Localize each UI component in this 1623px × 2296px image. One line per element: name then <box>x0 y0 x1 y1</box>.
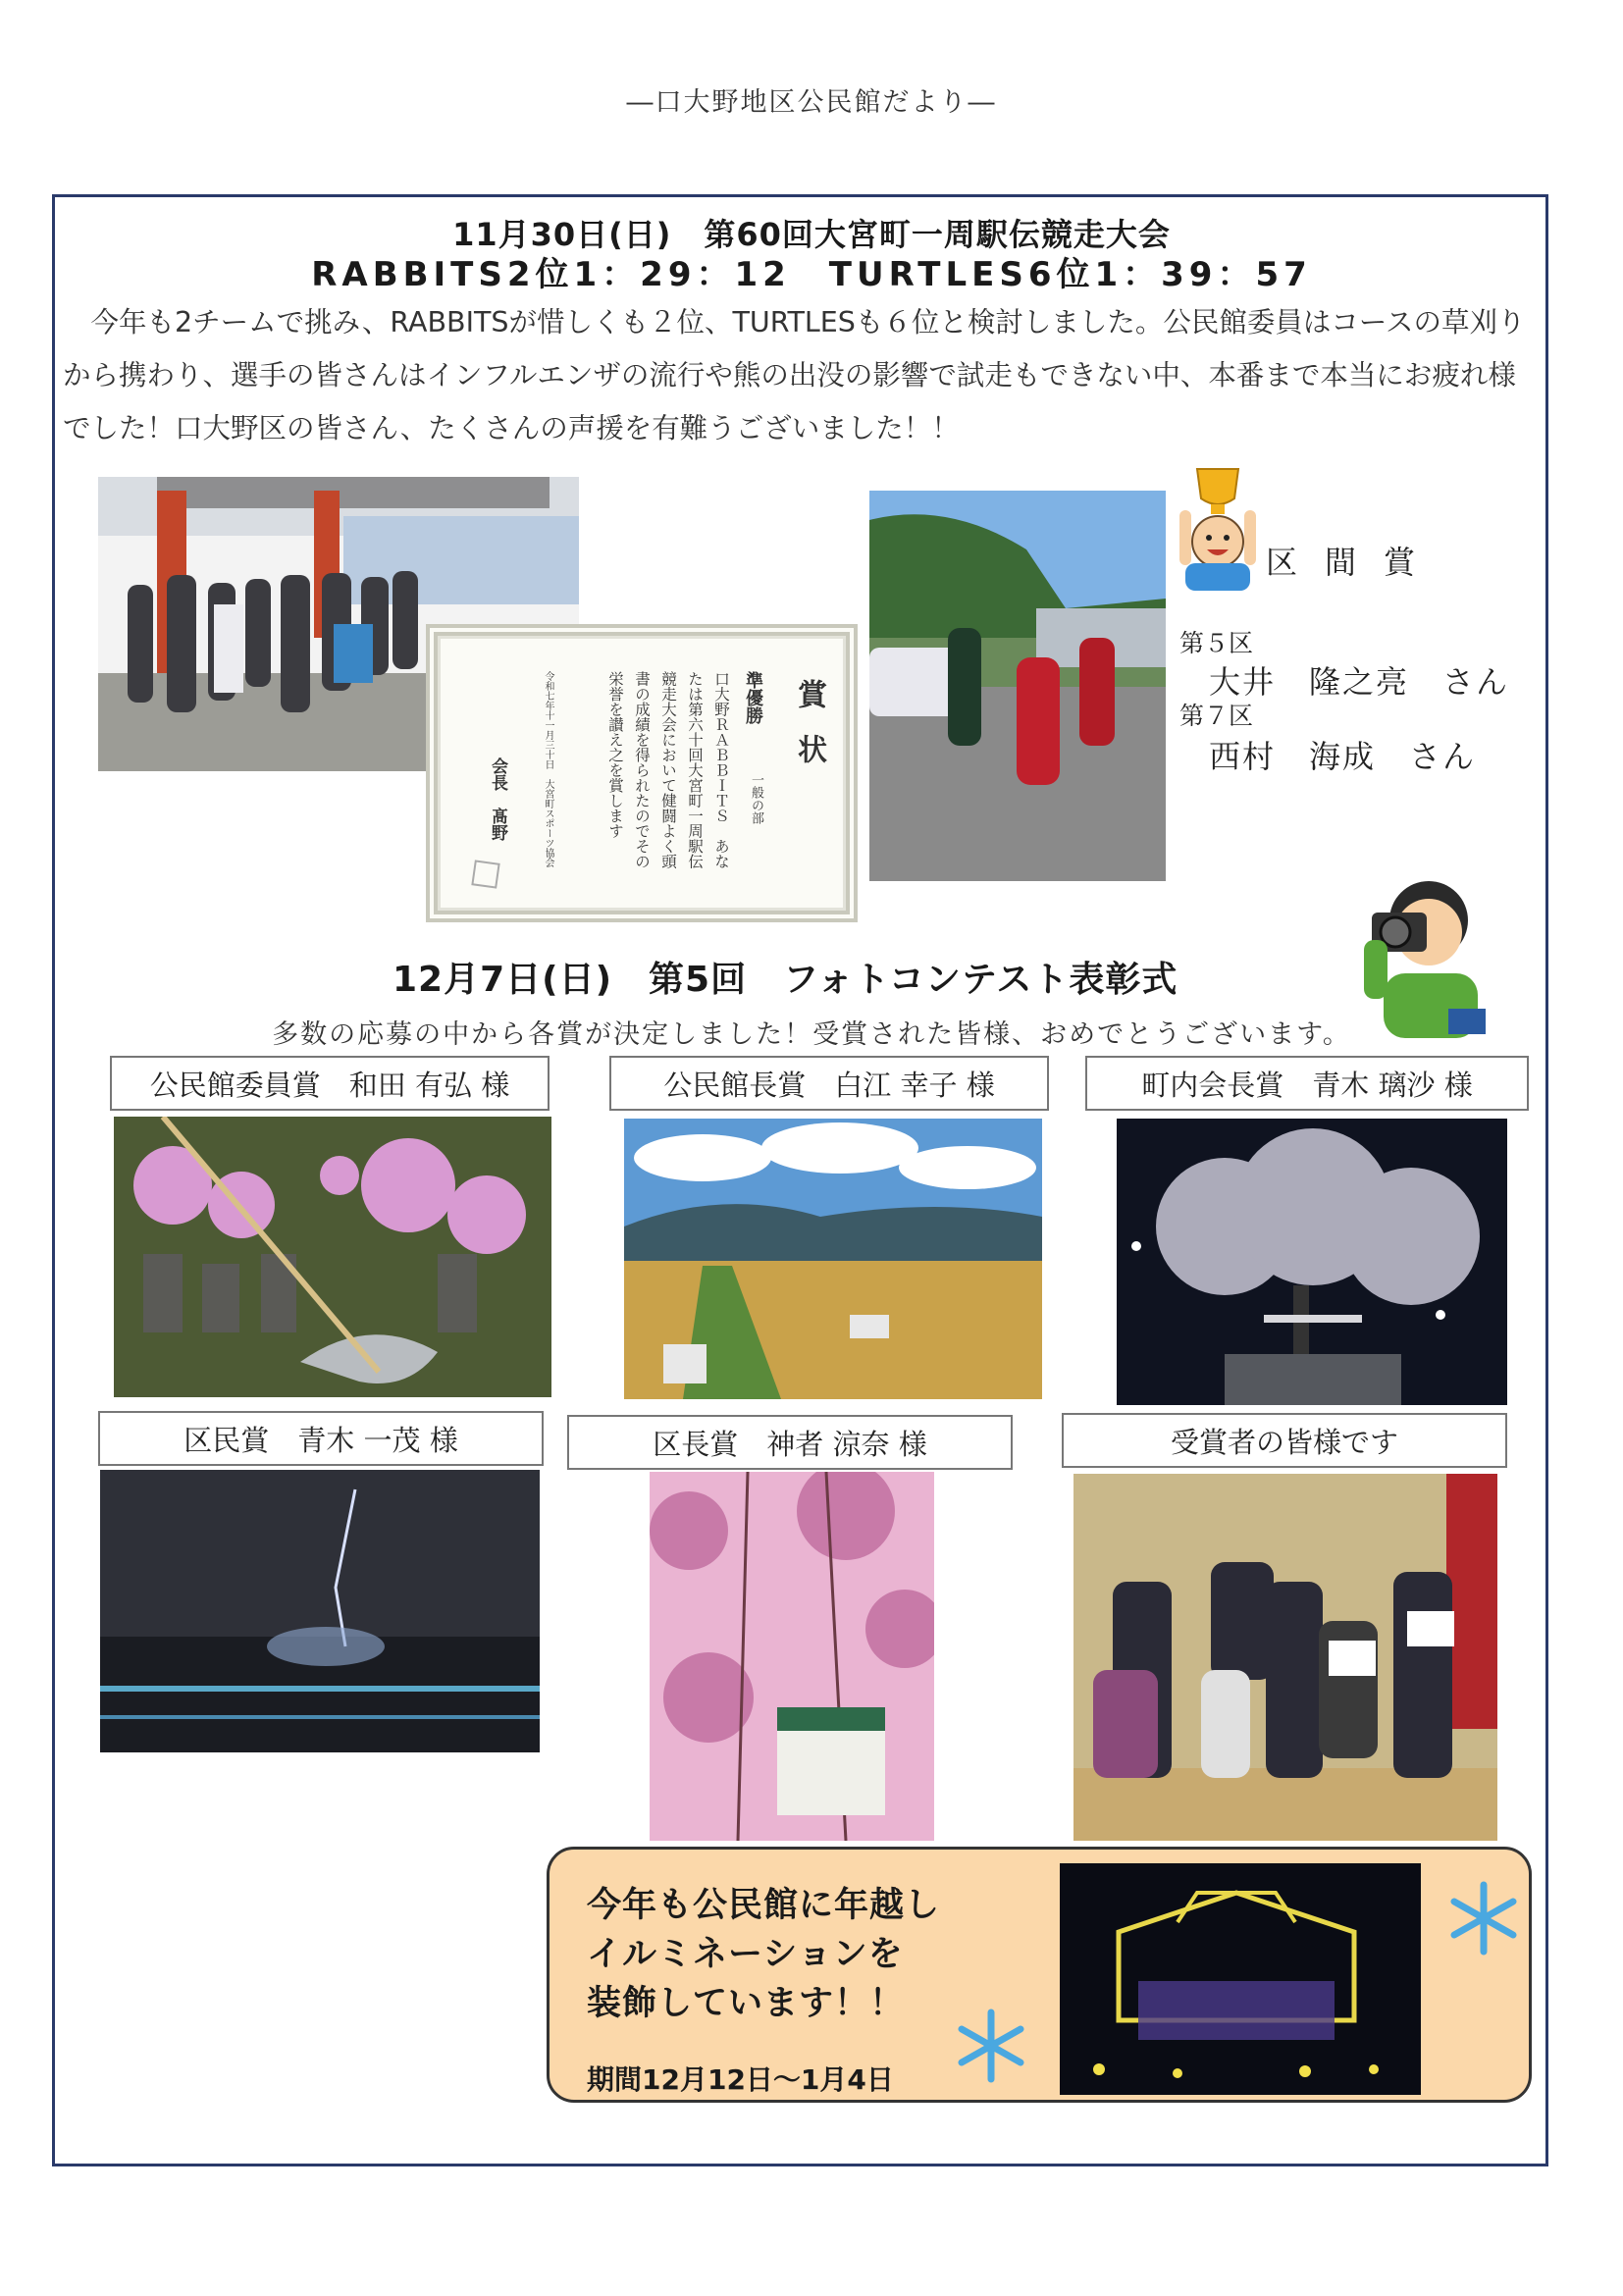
certificate-rank: 準優勝 <box>743 671 763 724</box>
lightning-photo <box>100 1470 540 1752</box>
weeping-sakura-photo <box>650 1472 934 1841</box>
ekiden-results: RABBITS2位1：29：12 TURTLES6位1：39：57 <box>311 255 1312 294</box>
section-award-ku: 第７区 <box>1179 702 1254 730</box>
illumination-line: 今年も公民館に年越し <box>587 1886 941 1925</box>
award-caption: 公民館委員賞 和田 有弘 様 <box>110 1056 550 1111</box>
snowflake-icon <box>952 2007 1030 2085</box>
ekiden-paragraph: 今年も2チームで挑み、RABBITSが惜しくも２位、TURTLESも６位と検討しました。公民館委員はコースの草刈りから携わり、選手の皆さんはインフルエンザの流行や熊の出没の影響で試走もできない中、本番まで本当にお疲れ様でした！口大野区の皆さん、たくさんの声援を有難うございました！！ <box>63 306 1526 444</box>
section-award-name: 大井 隆之亮 さん <box>1209 663 1510 701</box>
award-caption: 公民館長賞 白江 幸子 様 <box>609 1056 1049 1111</box>
winners-group-photo <box>1073 1474 1497 1841</box>
certificate <box>426 624 858 922</box>
illumination-period: 期間12月12日～1月4日 <box>587 2063 894 2096</box>
newsletter-header: ―口大野地区公民館だより― <box>626 87 997 118</box>
section-award-name: 西村 海成 さん <box>1209 738 1477 775</box>
certificate-date: 令和七年十一月三十日 大宮町スポーツ協会 <box>543 671 553 867</box>
seal-stamp <box>471 860 499 888</box>
award-caption: 区長賞 神者 涼奈 様 <box>567 1415 1013 1470</box>
night-sakura-photo <box>1117 1119 1507 1405</box>
photo-contest-title: 12月7日(日) 第5回 フォトコンテスト表彰式 <box>393 960 1178 1000</box>
snowflake-icon <box>1444 1879 1523 1957</box>
runner-photo <box>869 491 1166 881</box>
ekiden-title: 11月30日(日) 第60回大宮町一周駅伝競走大会 <box>452 216 1171 253</box>
section-award-ku: 第５区 <box>1179 629 1254 657</box>
award-caption: 町内会長賞 青木 璃沙 様 <box>1085 1056 1529 1111</box>
award-caption: 区民賞 青木 一茂 様 <box>98 1411 544 1466</box>
section-award-title: 区間賞 <box>1266 544 1443 581</box>
photo-contest-subtitle: 多数の応募の中から各賞が決定しました！受賞された皆様、おめでとうございます。 <box>272 1019 1351 1050</box>
illumination-banner <box>547 1847 1532 2103</box>
certificate-body: 口大野ＲＡＢＢＩＴＳ あなたは第六十回大宮町一周駅伝競走大会において健闘よく頭書の成績を得られたのでその栄誉を讃え之を賞します <box>606 671 730 869</box>
rice-field-photo <box>624 1119 1042 1399</box>
trophy-kid-icon <box>1176 461 1260 591</box>
illumination-photo <box>1060 1863 1421 2095</box>
certificate-signer: 会長 髙野 <box>488 757 507 841</box>
certificate-title: 賞状 <box>792 679 826 789</box>
azalea-photo <box>114 1117 551 1397</box>
illumination-line: イルミネーションを <box>587 1935 904 1974</box>
illumination-text <box>587 1881 940 2028</box>
award-caption: 受賞者の皆様です <box>1062 1413 1507 1468</box>
illumination-line: 装飾しています！！ <box>587 1984 906 2023</box>
certificate-group: 一般の部 <box>749 773 763 824</box>
